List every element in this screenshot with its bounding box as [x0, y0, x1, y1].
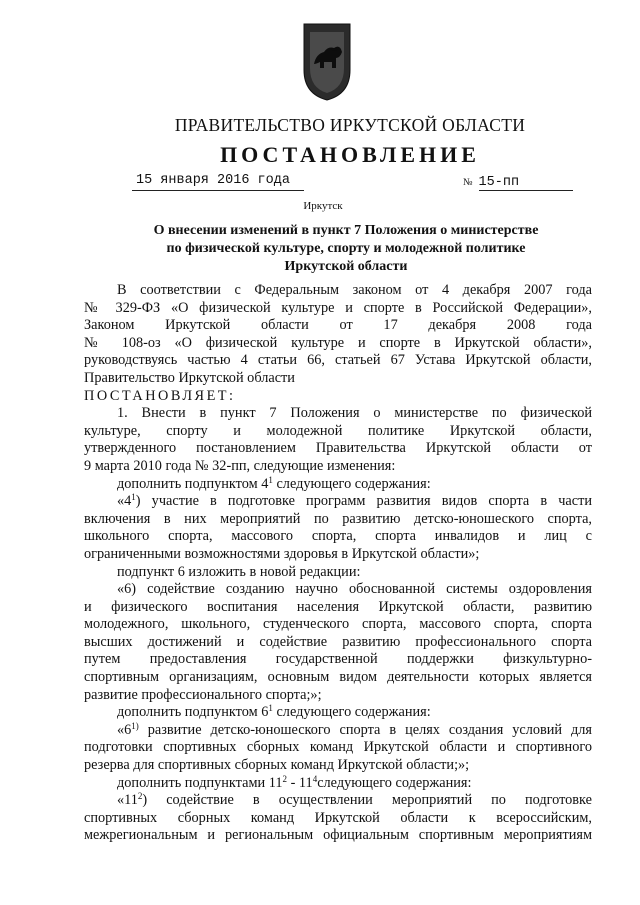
government-name: ПРАВИТЕЛЬСТВО ИРКУТСКОЙ ОБЛАСТИ: [174, 115, 526, 135]
body-line: 1. Внести в пункт 7 Положения о министерстве по физической: [117, 405, 592, 422]
coat-of-arms-emblem: [302, 22, 352, 102]
postanovlyaet-heading: ПОСТАНОВЛЯЕТ:: [84, 387, 236, 404]
body-line: 9 марта 2010 года № 32-пп, следующие изменения:: [84, 457, 396, 474]
body-line: № 329-ФЗ «О физической культуре и спорте в Российской Федерации»,: [84, 299, 592, 316]
body-line: В соответствии с Федеральным законом от 4 декабря 2007 года: [117, 282, 592, 298]
subject-line: О внесении изменений в пункт 7 Положения о министерстве: [153, 223, 539, 238]
body-line: дополнить подпунктом $6^1$ следующего содержания:: [117, 703, 431, 721]
body-line: спортивных сборных команд Иркутской области к всероссийским,: [84, 809, 592, 826]
body-line: дополнить подпунктами $11^2$ - $11^4следующего$ содержания:: [117, 773, 472, 791]
body-line: школьного спорта, массового спорта, спорта инвалидов и лиц с: [84, 528, 592, 545]
body-line: высших достижений и содействие развитию профессионального спорта: [84, 633, 592, 650]
subject-line: по физической культуре, спорту и молодежной политике: [166, 241, 526, 256]
body-line: «$11^2$) содействие в осуществлении мероприятий по подготовке: [117, 791, 592, 809]
body-line: «6$^{1)}$ развитие детско-юношеского спорта в целях создания условий для: [117, 720, 592, 738]
body-line: и физического воспитания населения Иркутской области, развитию: [84, 598, 592, 615]
body-line: «6) содействие созданию научно обоснованной системы оздоровления: [117, 581, 592, 598]
body-line: спортивным организациям, основным видом деятельности которых является: [84, 669, 592, 686]
document-date: [136, 173, 290, 188]
document-subject: [0, 222, 640, 276]
number-text: 15-пп: [478, 175, 520, 190]
document-number: [463, 173, 573, 190]
body-line: утвержденного постановлением Правительства Иркутской области от: [84, 440, 592, 457]
number-underline: [479, 190, 573, 191]
number-sign: №: [463, 177, 473, 188]
body-line: подготовки спортивных сборных команд Иркутской области и спортивного: [84, 739, 592, 756]
body-line: развитие профессионального спорта;»;: [84, 686, 322, 703]
city-name: Иркутск: [303, 200, 343, 212]
body-line: № 108-оз «О физической культуре и спорте в Иркутской области»,: [84, 334, 592, 351]
body-line: путем предоставления государственной поддержки физкультурно-: [84, 651, 592, 668]
subject-line: Иркутской области: [284, 259, 408, 274]
body-line: молодежного, школьного, студенческого спорта, массового спорта, спорта: [84, 616, 592, 633]
body-line: «$4^1$) участие в подготовке программ развития видов спорта в части: [117, 492, 592, 510]
document-type-title: ПОСТАНОВЛЕНИЕ: [220, 142, 480, 167]
body-line: дополнить подпунктом $4^1$ следующего содержания:: [117, 474, 431, 492]
body-line: Правительство Иркутской области: [84, 369, 295, 386]
body-line: межрегиональным и региональным официальным спортивным мероприятиям: [84, 827, 592, 844]
body-line: Законом Иркутской области от 17 декабря 2008 года: [84, 317, 592, 334]
date-text: 15 января 2016 года: [136, 173, 290, 188]
date-underline: [132, 190, 304, 191]
document-body: [84, 282, 592, 845]
body-line: культуре, спорту и молодежной политике Иркутской области,: [84, 422, 592, 439]
body-line: ограниченными возможностями здоровья в Иркутской области»;: [84, 545, 480, 562]
body-line: резерва для спортивных сборных команд Иркутской области;»;: [84, 757, 470, 774]
body-line: включения в них мероприятий по развитию детско-юношеского спорта,: [84, 510, 592, 527]
body-line: подпункт 6 изложить в новой редакции:: [117, 563, 361, 580]
body-line: руководствуясь частью 4 статьи 66, статьей 67 Устава Иркутской области,: [84, 352, 592, 369]
